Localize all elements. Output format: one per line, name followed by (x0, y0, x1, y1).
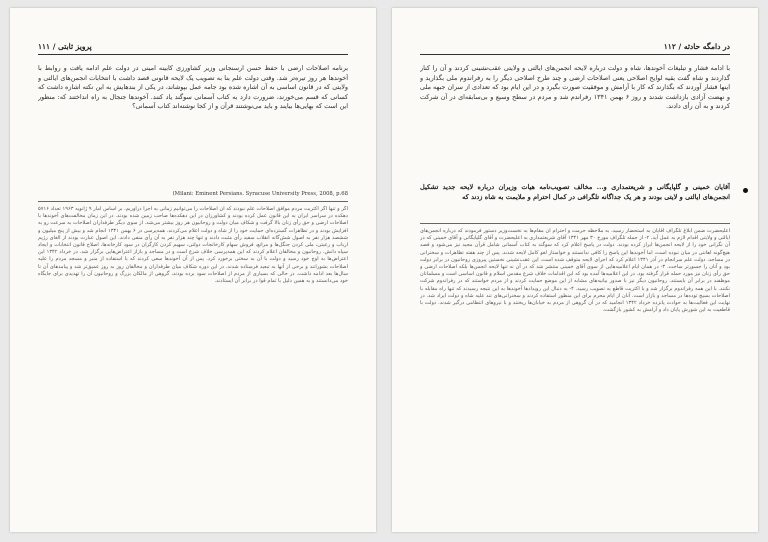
left-footnotes: اگر و تنها اگر اکثریت مردم موافق اصلاحات علم نبودند که آن اصلاحات را می‌توانیم زمانی به اجرا درآوریم. بر اساس آمار ۹ ژانویه ۱۹۶۳ تعداد ۵۷۱۶ دهکده در سراسر ایران به این قانون عمل کرده بودند و کشاورزان در این دهکده‌ها صاحب زمین شده بودند. در این زمان مخالفت‌های آخوندها با اصلاحات ارضی و حق رأی زنان بالا گرفت و شکاف میان دولت و روحانیون هر روز بیشتر می‌شد. از سوی دیگر طرفداران اصلاحات به سرعت رو به افزایش بودند و در تظاهرات گسترده‌ای حمایت خود را از شاه و دولت اعلام می‌کردند. همه‌پرسی در ۶ بهمن ۱۳۴۱ انجام شد و بیش از پنج میلیون و ششصد هزار نفر به اصول شش‌گانه انقلاب سفید رأی مثبت دادند و تنها چند هزار نفر به آن رأی منفی دادند. این اصول عبارت بودند از الغای رژیم ارباب و رعیتی، ملی کردن جنگل‌ها و مراتع، فروش سهام کارخانجات دولتی، سهیم کردن کارگران در سود کارخانه‌ها، اصلاح قانون انتخابات و ایجاد سپاه دانش. روحانیون و مخالفان اعلام کردند که این همه‌پرسی خلاف شرع است و در مساجد و بازار اعتراض‌هایی برگزار شد. در خرداد ۱۳۴۲ این اعتراض‌ها به اوج خود رسید و دولت با آن به سختی برخورد کرد. پس از آن آخوندها سعی کردند که با استفاده از منبر و مسجد مردم را علیه اصلاحات بشورانند و برخی از آنها به تبعید فرستاده شدند. در این دوره شکاف میان طرفداران و مخالفان روز به روز عمیق‌تر شد و پیامدهای آن تا سال‌ها بعد ادامه داشت. در حالی که بسیاری از مردم از اصلاحات سود برده بودند، گروهی از مالکان بزرگ و روحانیون آن را تهدیدی برای جایگاه خود می‌دانستند و به همین دلیل با تمام قوا در برابر آن ایستادند. (38, 206, 348, 285)
bullet-icon (743, 188, 748, 193)
footnote-rule (38, 201, 348, 202)
right-main-paragraph: با ادامه فشار و تبلیغات آخوندها، شاه و دولت درباره لایحه انجمن‌های ایالتی و ولایتی عقب‌نشینی کردند و آن را کنار گذاردند و شاه گفت بقیه لوایح اصلاحی یعنی اصلاحات ارضی و چند طرح اصلاحی دیگر را به رفراندوم ملی بگذارید و اینها فشار آوردند که بگذارند که کار با آرامش و موفقیت صورت بگیرد و در این ایام بود که تعدادی از سران جبهه ملی و نهضت آزادی بازداشت شدند و روز ۶ بهمن ۱۳۴۱ رفراندم شد و مردم در سطح وسیع و بی‌سابقه‌ای در آن شرکت کردند و به آن رأی دادند. (420, 64, 730, 111)
right-page (392, 8, 758, 532)
left-main-paragraph: برنامه اصلاحات ارضی با حفظ حسن ارسنجانی وزیر کشاورزی کابینه امینی در دولت علم ادامه یافت و روابط با آخوندها هر روز تیره‌تر شد. وقتی دولت علم بنا به تصویب یک لایحه قانونی قصد داشت با انتخابات انجمن‌های ایالتی و ولایتی که در قانون اساسی به آن اشاره شده بود جامه عمل بپوشاند، در یکی از بندهایش به این نکته اشاره داشت که کسانی که قسم می‌خورند، ضرورت دارد به کتاب آسمانی سوگند یاد کنند. آخوندها جنجال به راه انداختند که: منظور این است که بهایی‌ها بیایند و باید می‌نوشتند قرآن و از کجا نوشته‌اند کتاب آسمانی؟ (38, 64, 348, 111)
right-header-rule (420, 54, 730, 55)
highlight-paragraph: آقایان خمینی و گلپایگانی و شریعتمداری و... مخالف تصویب‌نامه هیات وزیران درباره لایحه جدید تشکیل انجمن‌های ایالتی و لایتی بودند و هر یک جداگانه تلگرافی در کمال احترام و ملایمت به شاه زدند که (420, 183, 730, 202)
left-page-header: پرویز ثابتی / ۱۱۱ (38, 42, 92, 51)
right-footnotes: اعلیحضرت ضمن ابلاغ تلگراف آقایان به استحضار رسید، به ملاحظه حرمت و احترام آن مقام‌ها به نخست‌وزیر دستور فرمودند که درباره انجمن‌های ایالتی و ولایتی اقدام لازم به عمل آید. ۲- از جمله تلگراف مورخ ۳۰ مهر ۱۳۴۱ آقای شریعتمداری به اعلیحضرت و آقای گلپایگانی و آقای خمینی که در آن نگرانی خود را از لایحه انجمن‌ها ابراز کرده بودند. دولت در پاسخ اعلام کرد که سوگند به کتاب آسمانی شامل قرآن مجید نیز می‌شود و قصد هیچ‌گونه اهانتی در میان نبوده است، اما آخوندها این پاسخ را کافی ندانستند و خواستار لغو کامل لایحه شدند. پس از چند هفته تظاهرات و سخنرانی در مساجد، دولت علم سرانجام در آذر ۱۳۴۱ اعلام کرد که اجرای لایحه متوقف شده است. این عقب‌نشینی نخستین پیروزی روحانیون در برابر دولت بود و آنان را جسورتر ساخت. ۳- در همان ایام اعلامیه‌هایی از سوی آقای خمینی منتشر شد که در آن نه تنها لایحه انجمن‌ها بلکه اصلاحات ارضی و حق رأی زنان نیز مورد حمله قرار گرفته بود. در این اعلامیه‌ها آمده بود که این اقدامات خلاف شرع مقدس اسلام و قانون اساسی است و مسلمانان موظفند در برابر آن بایستند. روحانیون دیگر نیز با صدور بیانیه‌های مشابه از این موضع حمایت کردند و از مردم خواستند که در رفراندوم شرکت نکنند. با این همه رفراندوم برگزار شد و با اکثریت قاطع به تصویب رسید. ۴- به دنبال این رویدادها آخوندها به این نتیجه رسیدند که تنها راه مقابله با اصلاحات بسیج توده‌ها در مساجد و بازار است. آنان از ایام محرم برای این منظور استفاده کردند و سخنرانی‌های تند علیه شاه و دولت ایراد شد. در نهایت این فعالیت‌ها به حوادث پانزده خرداد ۱۳۴۲ انجامید که در آن گروهی از مردم به خیابان‌ها ریختند و با نیروهای انتظامی درگیر شدند. دولت با قاطعیت به این شورش پایان داد و آرامش به کشور بازگشت. (420, 228, 730, 314)
left-page (10, 8, 376, 532)
left-header-rule (38, 54, 348, 55)
right-page-header: ۱۱۲ / در دامگه حادثه (663, 42, 730, 51)
footnote-rule-right (420, 223, 730, 224)
source-citation: (Milani: Eminent Persians. Syracuse University Press, 2008, p.68 (172, 191, 348, 197)
